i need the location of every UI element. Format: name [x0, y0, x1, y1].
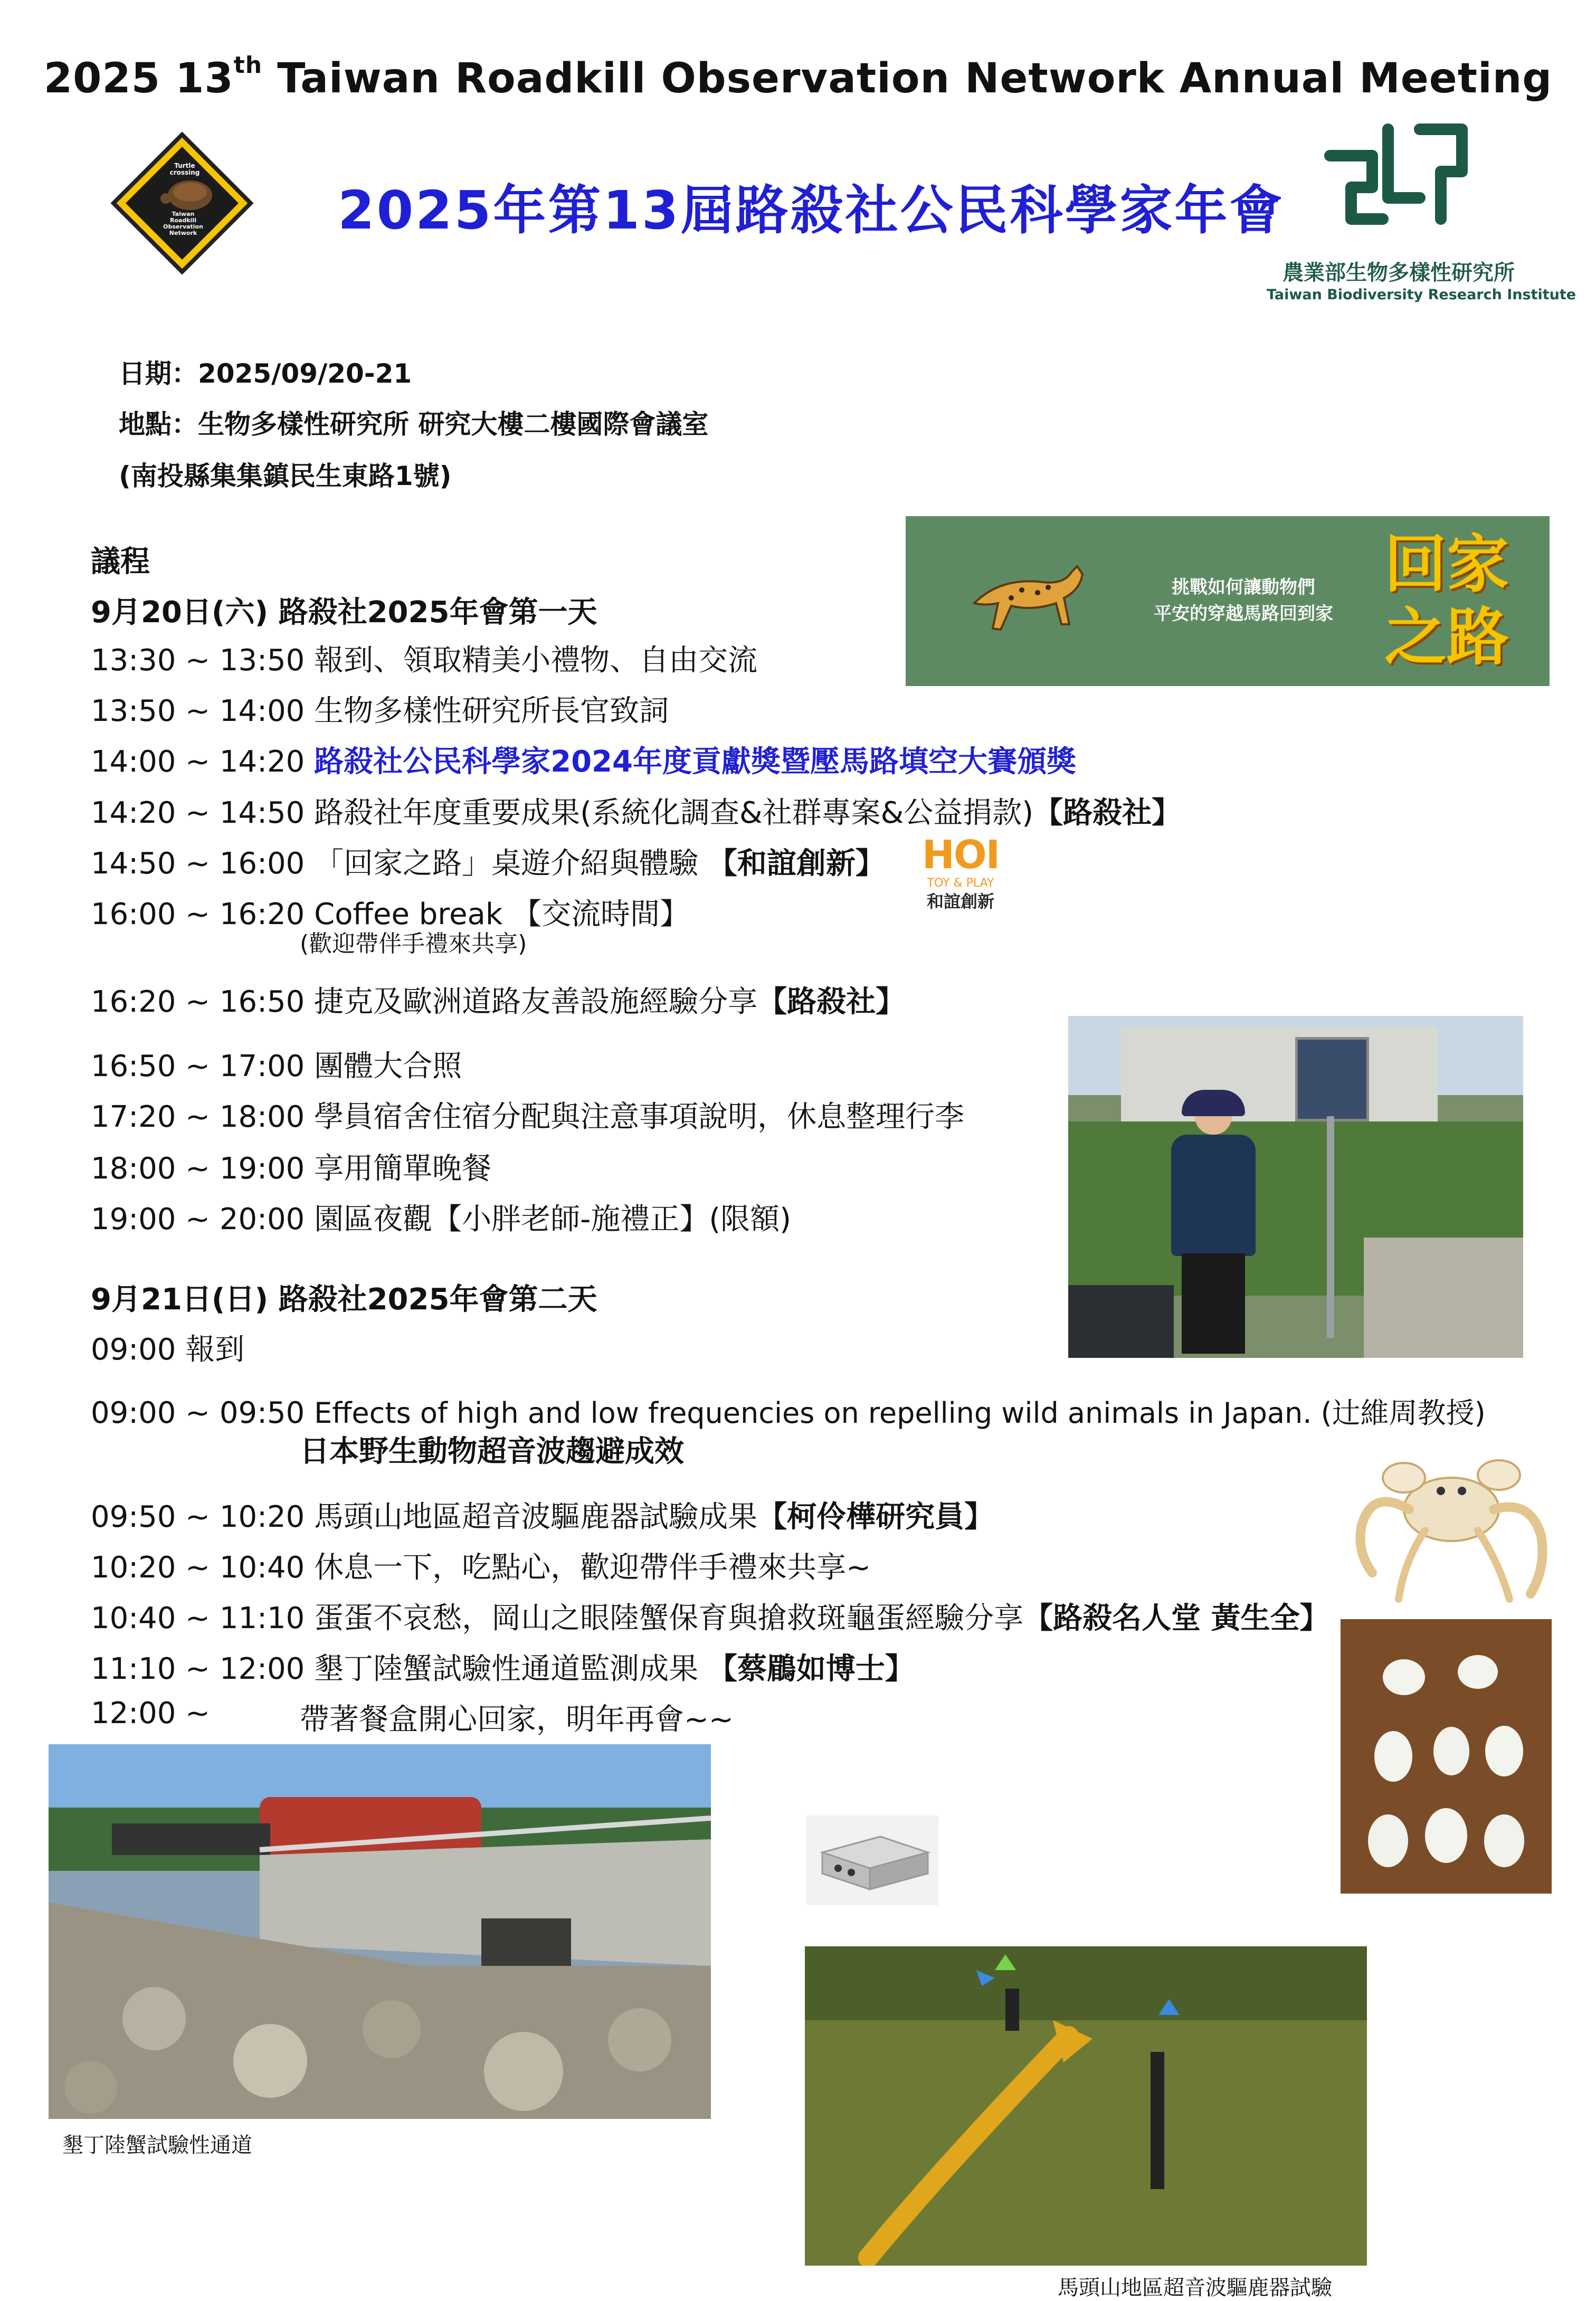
ultrasonic-device-photo [806, 1815, 938, 1905]
agenda-item [91, 1696, 734, 1737]
agenda-text: 「回家之路」桌遊介紹與體驗 [314, 847, 708, 881]
agenda-time: 09:50 ~ 10:20 [91, 1500, 305, 1534]
agenda-item [91, 1646, 915, 1688]
agenda-text: Coffee break 【交流時間】 [314, 897, 690, 931]
agenda-text: 馬頭山地區超音波驅鹿器試驗成果 [314, 1500, 758, 1534]
crab-image [1341, 1446, 1552, 1610]
logo-text-observation: Observation [163, 223, 203, 230]
logo-text-roadkill: Taiwan Roadkill [170, 211, 196, 224]
agenda-text: 團體大合照 [314, 1049, 462, 1083]
agenda-time: 13:30 ~ 13:50 [91, 643, 305, 678]
agenda-text: 蛋蛋不哀愁，岡山之眼陸蟹保育與搶救斑龜蛋經驗分享 [314, 1601, 1024, 1636]
event-venue: 地點：生物多樣性研究所 研究大樓二樓國際會議室 [119, 409, 709, 440]
agenda-text: 報到 [185, 1333, 245, 1367]
agenda-item [91, 1094, 964, 1136]
agenda-item [91, 1043, 462, 1085]
agenda-item [91, 840, 885, 882]
agenda-item [91, 637, 757, 679]
agenda-item [91, 790, 1181, 832]
agenda-item [91, 1196, 791, 1238]
agenda-time: 13:50 ~ 14:00 [91, 694, 305, 728]
agenda-note: 日本野生動物超音波趨避成效 [300, 1434, 684, 1469]
agenda-tag: 【路殺社】 [1033, 796, 1182, 830]
agenda-time: 17:20 ~ 18:00 [91, 1100, 305, 1134]
tbri-logo [1267, 119, 1576, 314]
agenda-note: (歡迎帶伴手禮來共享) [300, 930, 527, 957]
agenda-text: 捷克及歐洲道路友善設施經驗分享 [314, 985, 758, 1019]
agenda-text: 學員宿舍住宿分配與注意事項說明，休息整理行李 [314, 1100, 965, 1134]
hoi-logo [913, 834, 1008, 924]
device-photo [1068, 1016, 1523, 1358]
eggs-photo [1341, 1619, 1552, 1894]
agenda-time: 19:00 ~ 20:00 [91, 1202, 305, 1237]
agenda-time: 14:50 ~ 16:00 [91, 847, 305, 881]
agenda-text: 生物多樣性研究所長官致詞 [314, 694, 669, 728]
agenda-time: 10:40 ~ 11:10 [91, 1601, 305, 1636]
agenda-tag: 【柯伶樺研究員】 [757, 1500, 994, 1534]
hoi-name: 和誼創新 [926, 891, 994, 911]
agenda-time: 09:00 ~ 09:50 [91, 1396, 305, 1430]
day2-heading: 9月21日(日) 路殺社2025年會第二天 [91, 1282, 597, 1317]
banner-text-line2: 平安的穿越馬路回到家 [1154, 603, 1333, 624]
agenda-text: 休息一下，吃點心，歡迎帶伴手禮來共享~ [314, 1551, 871, 1585]
agenda-time: 16:00 ~ 16:20 [91, 897, 305, 931]
title-chinese: 2025年第13屆路殺社公民科學家年會 [338, 179, 1285, 241]
agenda-text: 路殺社年度重要成果(系統化調查&社群專案&公益捐款) [314, 796, 1034, 830]
agenda-tag: 【路殺社】 [757, 985, 906, 1019]
banner-game-title-2: 之路 [1384, 601, 1509, 673]
tbri-name-en: Taiwan Biodiversity Research Institute [1267, 287, 1576, 303]
agenda-item [91, 738, 1076, 781]
agenda-text: 帶著餐盒開心回家，明年再會~~ [300, 1703, 734, 1737]
agenda-time: 14:00 ~ 14:20 [91, 745, 305, 779]
agenda-tag: 【和誼創新】 [707, 847, 885, 881]
day1-heading: 9月20日(六) 路殺社2025年會第一天 [91, 595, 597, 630]
caption-culvert: 墾丁陸蟹試驗性通道 [62, 2133, 252, 2157]
agenda-time: 16:20 ~ 16:50 [91, 985, 305, 1019]
banner-game-title-1: 回家 [1384, 528, 1509, 601]
field-photo [805, 1946, 1367, 2266]
agenda-time: 18:00 ~ 19:00 [91, 1152, 305, 1186]
agenda-heading: 議程 [91, 545, 150, 579]
agenda-time: 16:50 ~ 17:00 [91, 1049, 305, 1083]
logo-text-network: Network [169, 230, 197, 236]
agenda-item [91, 1391, 1486, 1431]
hoi-sub: TOY & PLAY [927, 877, 994, 890]
culvert-scene-icon [49, 1744, 711, 2119]
agenda-item [91, 1544, 871, 1586]
agenda-item [91, 1326, 244, 1368]
agenda-text-highlight: 路殺社公民科學家2024年度貢獻獎暨壓馬路填空大賽頒獎 [314, 745, 1076, 779]
leopard-cat-icon [964, 545, 1090, 651]
title-en-year: 2025 13 [43, 55, 234, 102]
agenda-time: 10:20 ~ 10:40 [91, 1551, 305, 1585]
turtle-crossing-logo [111, 132, 253, 274]
tbri-name-zh: 農業部生物多樣性研究所 [1282, 261, 1515, 285]
agenda-tag: 【路殺名人堂 黃生全】 [1023, 1601, 1329, 1636]
agenda-time: 14:20 ~ 14:50 [91, 796, 305, 830]
event-address: (南投縣集集鎮民生東路1號) [119, 461, 452, 491]
device-box-icon [806, 1815, 938, 1905]
banner-text-line1: 挑戰如何讓動物們 [1172, 577, 1315, 598]
agenda-text: 墾丁陸蟹試驗性通道監測成果 [314, 1652, 708, 1686]
logo-text-crossing: crossing [169, 169, 200, 176]
agenda-time: 11:10 ~ 12:00 [91, 1652, 305, 1686]
crab-icon [1341, 1446, 1552, 1610]
tbri-mark-icon [1319, 119, 1478, 240]
agenda-item [91, 1595, 1329, 1637]
caption-deer-device: 馬頭山地區超音波驅鹿器試驗 [1058, 2276, 1332, 2300]
culvert-photo [49, 1744, 711, 2119]
agenda-tag: 【蔡鶥如博士】 [707, 1652, 915, 1686]
turtle-eggs-icon [1341, 1619, 1552, 1894]
hoi-mark: HOI [922, 832, 1000, 878]
agenda-item [91, 1494, 994, 1536]
agenda-text: 享用簡單晚餐 [314, 1152, 492, 1186]
agenda-time: 09:00 [91, 1333, 176, 1367]
title-en-rest: Taiwan Roadkill Observation Network Annual Meeting [277, 55, 1553, 102]
title-english [0, 52, 1596, 102]
agenda-item [91, 1145, 491, 1187]
event-date: 日期：2025/09/20-21 [119, 358, 412, 389]
turtle-sign-icon [111, 132, 253, 274]
logo-text-turtle: Turtle [174, 162, 195, 169]
title-en-sup: th [233, 52, 263, 79]
agenda-item [91, 688, 669, 730]
agenda-time: 12:00 ~ [91, 1696, 211, 1730]
agenda-text: 園區夜觀【小胖老師-施禮正】(限額) [314, 1202, 792, 1237]
field-scene-icon [805, 1946, 1367, 2266]
agenda-text: Effects of high and low frequencies on repelling wild animals in Japan. (辻維周教授) [314, 1396, 1486, 1430]
game-banner [906, 516, 1550, 686]
agenda-item [91, 978, 905, 1021]
agenda-text: 報到、領取精美小禮物、自由交流 [314, 643, 758, 678]
